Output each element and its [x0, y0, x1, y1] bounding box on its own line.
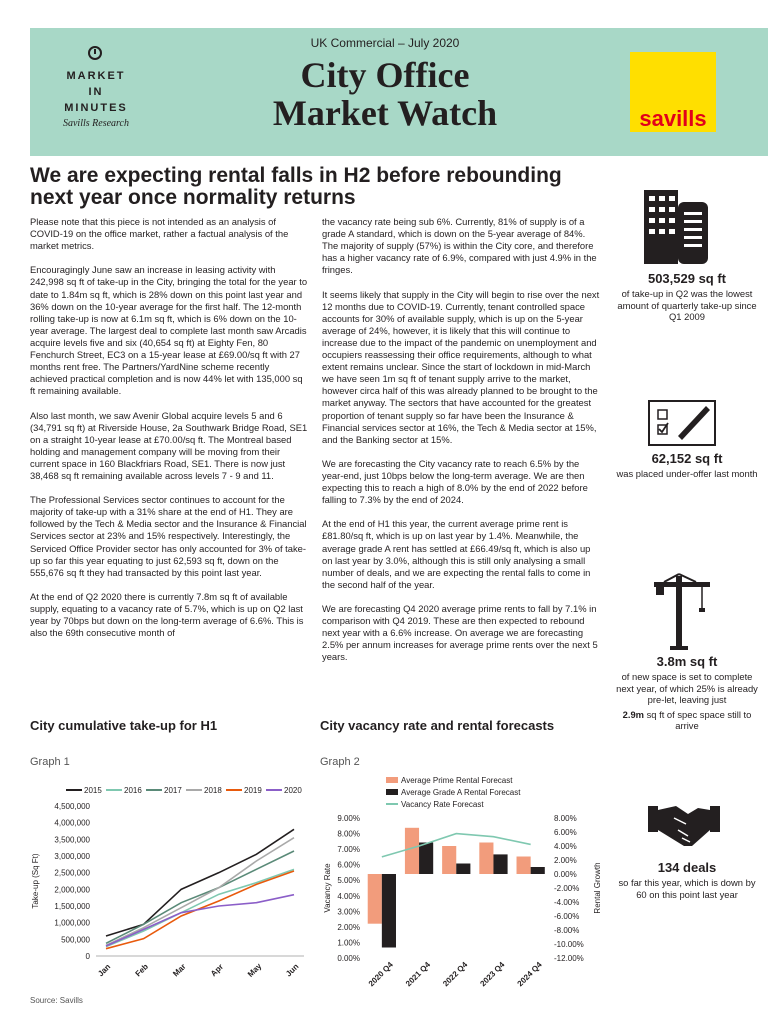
x-tick-label: Feb — [133, 962, 151, 979]
paragraph: We are forecasting Q4 2020 average prime rents to fall by 7.1% in comparison with Q4 2019. These are then expected to rebound next year with a 6.6% increase. On average we are forecasting 2.5% per annum increases for average prime rents over the next 5 years. — [322, 603, 598, 663]
crane-icon — [650, 572, 712, 652]
handshake-icon — [648, 800, 720, 852]
stat-value: 134 deals — [657, 860, 717, 875]
series-line-2015 — [106, 829, 294, 936]
y2-tick-label: 4.00% — [554, 842, 577, 851]
y-axis-label: Take-up (Sq Ft) — [31, 853, 40, 909]
report-header — [30, 28, 768, 156]
y2-tick-label: -12.00% — [554, 954, 584, 963]
bar-2020-Q4 — [368, 874, 382, 924]
y-tick-label: 2.00% — [337, 922, 360, 932]
stat-value: 62,152 sq ft — [651, 451, 723, 466]
y-tick-label: 500,000 — [61, 935, 90, 945]
legend-label: Vacancy Rate Forecast — [401, 800, 484, 809]
y-tick-label: 5.00% — [337, 876, 360, 886]
stat-value-inline: 2.9m — [622, 708, 644, 720]
stat-desc: so far this year, which is down by 60 on this point last year — [618, 877, 756, 900]
graph2-title: City vacancy rate and rental forecasts — [320, 718, 555, 733]
buildings-icon — [640, 188, 710, 268]
body-column-right — [322, 216, 600, 676]
report-title — [235, 56, 535, 132]
stat-desc: was placed under-offer last month — [616, 468, 758, 479]
stat-desc-spec — [612, 709, 762, 732]
cumulative-take-up-chart — [26, 776, 310, 992]
y2-tick-label: -6.00% — [554, 912, 580, 921]
y2-tick-label: -2.00% — [554, 884, 580, 893]
x-tick-label: 2023 Q4 — [478, 960, 507, 989]
legend-label-2019: 2019 — [244, 786, 262, 795]
y-tick-label: 6.00% — [337, 860, 360, 870]
series-line-2020 — [106, 895, 294, 946]
y2-tick-label: 6.00% — [554, 828, 577, 837]
x-tick-label: May — [245, 961, 264, 979]
stat-desc: of new space is set to complete next year, of which 25% is already pre-let, leaving just — [616, 671, 758, 705]
y-tick-label: 9.00% — [337, 814, 360, 823]
stat-take-up — [612, 271, 762, 323]
legend-label-2017: 2017 — [164, 786, 182, 795]
paragraph: At the end of Q2 2020 there is currently 7.8m sq ft of available supply, equating to a vacancy rate of 5.7%, which is up on Q2 last year by 70bps but down on the long-term average of 6.6%. This is also the 69th consecutive month of — [30, 590, 304, 639]
bar-2024-Q4 — [531, 867, 545, 874]
bar-2020-Q4 — [382, 874, 396, 948]
vacancy-rate-line — [382, 834, 531, 857]
y-tick-label: 4.00% — [337, 891, 360, 901]
stat-deals — [612, 860, 762, 900]
checklist-icon — [648, 400, 718, 446]
stat-under-offer — [612, 451, 762, 480]
y-tick-label: 4,000,000 — [54, 818, 90, 828]
y2-tick-label: 2.00% — [554, 856, 577, 865]
legend-label: Average Prime Rental Forecast — [401, 776, 513, 785]
stat-new-space — [612, 654, 762, 732]
y-tick-label: 1.00% — [337, 938, 360, 948]
y-tick-label: 8.00% — [337, 829, 360, 839]
x-tick-label: 2022 Q4 — [441, 960, 470, 989]
graph1-label: Graph 1 — [30, 756, 70, 768]
bar-2022-Q4 — [442, 846, 456, 874]
savills-logo — [630, 52, 716, 132]
bar-2024-Q4 — [517, 857, 531, 875]
bar-2021-Q4 — [405, 828, 419, 874]
y2-tick-label: -4.00% — [554, 898, 580, 907]
y2-tick-label: -10.00% — [554, 940, 584, 949]
logo-subtitle: Savills Research — [62, 118, 129, 129]
y-tick-label: 1,000,000 — [54, 918, 90, 928]
y-tick-label: 3,500,000 — [54, 835, 90, 845]
y-tick-label: 0.00% — [337, 954, 360, 963]
bar-2023-Q4 — [479, 843, 493, 875]
title-line: City Office — [300, 55, 470, 95]
page-headline: We are expecting rental falls in H2 before rebounding next year once normality returns — [30, 164, 562, 209]
graph2-label: Graph 2 — [320, 756, 360, 768]
paragraph: Please note that this piece is not intended as an analysis of COVID-19 on the office market, rather a factual analysis of the market metrics. — [30, 216, 289, 252]
x-tick-label: 2024 Q4 — [515, 960, 544, 989]
y-axis-label: Vacancy Rate — [323, 863, 332, 913]
logo-line: MINUTES — [64, 102, 128, 114]
x-tick-label: Jan — [96, 962, 113, 979]
logo-line: IN — [88, 86, 104, 98]
x-tick-label: Apr — [208, 962, 226, 979]
stat-value: 3.8m sq ft — [656, 654, 718, 669]
y2-tick-label: -8.00% — [554, 926, 580, 935]
paragraph: At the end of H1 this year, the current average prime rent is £81.80/sq ft, which is up on last year by 1.4%. Meanwhile, the average grade A rent has settled at £66.49/sq ft, which is also up on last year by 3.0%, although this is still only analysing a small number of deals, and we are expecting the rental falls to come in the second half of the year. — [322, 518, 591, 590]
y-tick-label: 7.00% — [337, 845, 360, 855]
y2-tick-label: 0.00% — [554, 870, 577, 879]
y-tick-label: 1,500,000 — [54, 902, 90, 911]
legend-label: Average Grade A Rental Forecast — [401, 788, 521, 797]
stat-desc-inline: sq ft of spec space still to arrive — [646, 708, 752, 731]
body-column-left — [30, 216, 308, 651]
x-tick-label: Mar — [171, 962, 188, 979]
y2-axis-label: Rental Growth — [593, 862, 602, 914]
x-tick-label: Jun — [284, 962, 301, 979]
x-tick-label: 2020 Q4 — [366, 960, 395, 989]
y-tick-label: 2,500,000 — [54, 868, 90, 878]
bar-2021-Q4 — [419, 843, 433, 875]
y-tick-label: 2,000,000 — [54, 885, 90, 895]
paragraph: It seems likely that supply in the City will begin to rise over the next 12 months due to COVID-19. Currently, tenant controlled space accounts for 30% of available supply, which is up on the 5-year average of 24%, however, it is likely that this will continue to increase due to the impact of the pandemic on unemployment and occupiers reassessing their office requirements, although to what extent remains unclear. Since the start of lockdown in mid-March we have seen 1m sq ft of tenant supply arrive to the market, however circa half of this was already planned to be brought to the market anyway. The sectors that have accounted for the greatest proportion of tenant supply so far have been the Insurance & Financial services sector at 16%, the Tech & Media sector at 15%, and the Banking sector at 15%. — [322, 288, 600, 445]
source-note: Source: Savills — [30, 996, 83, 1005]
graph1-title: City cumulative take-up for H1 — [30, 718, 218, 733]
title-line: Market Watch — [272, 93, 498, 133]
paragraph: Encouragingly June saw an increase in leasing activity with 242,998 sq ft of take-up in the City, bringing the total for the year to date to 1.84m sq ft, which is 28% down on this point last year and 36% down on the 10-year average for the first half. The 12-month rolling take-up is now at 6.1m sq ft, which is 6% down on the 10-year average. The largest deal to complete last month saw Arcadis acquire levels five and six (40,654 sq ft) at Eighty Fen, 80 Fenchurch Street, EC3 on a 15-year lease at £69.00/sq ft with 27 months rent free. The Partners/YardNine scheme recently achieved practical completion and is now 44% let with 135,000 sq ft remaining available. — [30, 264, 308, 397]
y2-tick-label: 8.00% — [554, 814, 577, 823]
market-in-minutes-logo — [48, 68, 144, 116]
y-tick-label: 3.00% — [337, 907, 360, 917]
legend-swatch — [386, 789, 398, 795]
paragraph: the vacancy rate being sub 6%. Currently, 81% of supply is of a grade A standard, which is down on the 5-year average of 84%. The majority of supply (57%) is within the City core, and therefore has a higher vacancy rate of 6.9%, compared with just 4.9% in the fringes. — [322, 216, 597, 276]
vacancy-rental-forecast-chart — [316, 772, 612, 992]
legend-label-2015: 2015 — [84, 786, 102, 795]
y-tick-label: 4,500,000 — [54, 802, 90, 811]
bar-2022-Q4 — [456, 864, 470, 875]
bar-2023-Q4 — [493, 854, 507, 874]
y-tick-label: 3,000,000 — [54, 852, 90, 861]
paragraph: Also last month, we saw Avenir Global acquire levels 5 and 6 (34,791 sq ft) at Riverside House, 2a Southwark Bridge Road, SE1 on a straight 10-year lease at £70.00/sq ft. The Montreal based holding and management company will be moving from their current space in 160 Blackfriars Road, SE1. There is now just 38,468 sq ft remaining available across levels 7 - 9 and 11. — [30, 409, 308, 481]
stat-value: 503,529 sq ft — [647, 271, 727, 286]
legend-label-2020: 2020 — [284, 786, 302, 795]
report-date: UK Commercial – July 2020 — [310, 36, 460, 50]
paragraph: We are forecasting the City vacancy rate to reach 6.5% by the year-end, just 10bps below the long-term average. We are then expecting this to reach a high of 8.0% by the end of 2022 before falling to 7.3% by the end of 2024. — [322, 457, 588, 506]
x-tick-label: 2021 Q4 — [403, 960, 433, 989]
clock-icon — [88, 46, 102, 60]
logo-line: MARKET — [66, 70, 126, 82]
legend-swatch — [386, 777, 398, 783]
legend-label-2018: 2018 — [204, 786, 222, 795]
y-tick-label: 0 — [85, 952, 90, 961]
stat-desc: of take-up in Q2 was the lowest amount of quarterly take-up since Q1 2009 — [617, 288, 757, 322]
brand-text: savills — [639, 106, 707, 131]
paragraph: The Professional Services sector continues to account for the majority of take-up with a 31% share at the end of H1. They are followed by the Tech & Media sector and the Insurance & Financial Services sector at 23% and 15% respectively. Interestingly, the Serviced Office Provider sector has only accounted for 3% of take-up so far this year equating to just 62,593 sq ft, down on the 555,676 sq ft they had transacted by this point last year. — [30, 494, 307, 578]
legend-label-2016: 2016 — [124, 786, 142, 795]
